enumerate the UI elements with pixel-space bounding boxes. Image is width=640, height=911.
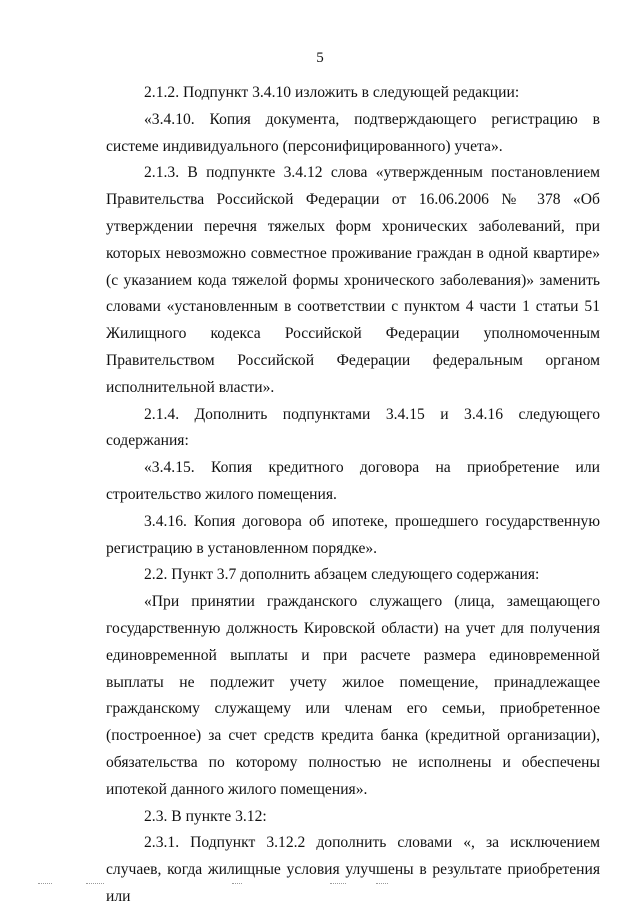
paragraph-3-4-16: 3.4.16. Копия договора об ипотеке, прошедшего государственную регистрацию в установленном порядке». (106, 512, 600, 557)
paragraph-2-3: 2.3. В пункте 3.12: (144, 807, 267, 825)
scan-mark (86, 883, 104, 885)
scan-mark (38, 883, 52, 885)
scan-edge-marks (0, 883, 640, 889)
paragraph-3-4-10: «3.4.10. Копия документа, подтверждающего регистрацию в системе индивидуального (персонифицированного) учета». (106, 110, 600, 155)
paragraph-2-2: 2.2. Пункт 3.7 дополнить абзацем следующего содержания: (144, 566, 540, 584)
document-body (106, 80, 600, 911)
paragraph-2-1-3: 2.1.3. В подпункте 3.4.12 слова «утвержденным постановлением Правительства Российской Федерации от 16.06.2006 № 378 «Об утверждении перечня тяжелых форм хронических заболеваний, при которых невозможно совместное проживание граждан в одной квартире» (с указанием кода тяжелой формы хронического заболевания)» заменить словами «установленным в соответствии с пунктом 4 части 1 статьи 51 Жилищного кодекса Российской Федерации уполномоченным Правительством Российской Федерации федеральным органом исполнительной власти». (106, 164, 600, 396)
scan-mark (376, 883, 388, 885)
paragraph-2-1-4: 2.1.4. Дополнить подпунктами 3.4.15 и 3.4.16 следующего содержания: (106, 405, 600, 450)
scan-mark (330, 883, 346, 885)
scan-mark (232, 883, 242, 885)
paragraph-2-3-1: 2.3.1. Подпункт 3.12.2 дополнить словами «, за исключением случаев, когда жилищные условия улучшены в результате приобретения или (106, 834, 600, 905)
paragraph-3-7-addition: «При принятии гражданского служащего (лица, замещающего государственную должность Кировской области) на учет для получения единовременной выплаты и при расчете размера единовременной выплаты не подлежит учету жилое помещение, принадлежащее гражданскому служащему или членам его семьи, приобретенное (построенное) за счет средств кредита банка (кредитной организации), обязательства по которому полностью не исполнены и обеспечены ипотекой данного жилого помещения». (106, 593, 600, 798)
paragraph-3-4-15: «3.4.15. Копия кредитного договора на приобретение или строительство жилого помещения. (106, 459, 600, 503)
paragraph-2-1-2: 2.1.2. Подпункт 3.4.10 изложить в следующей редакции: (144, 84, 520, 101)
page-number: 5 (316, 50, 324, 66)
